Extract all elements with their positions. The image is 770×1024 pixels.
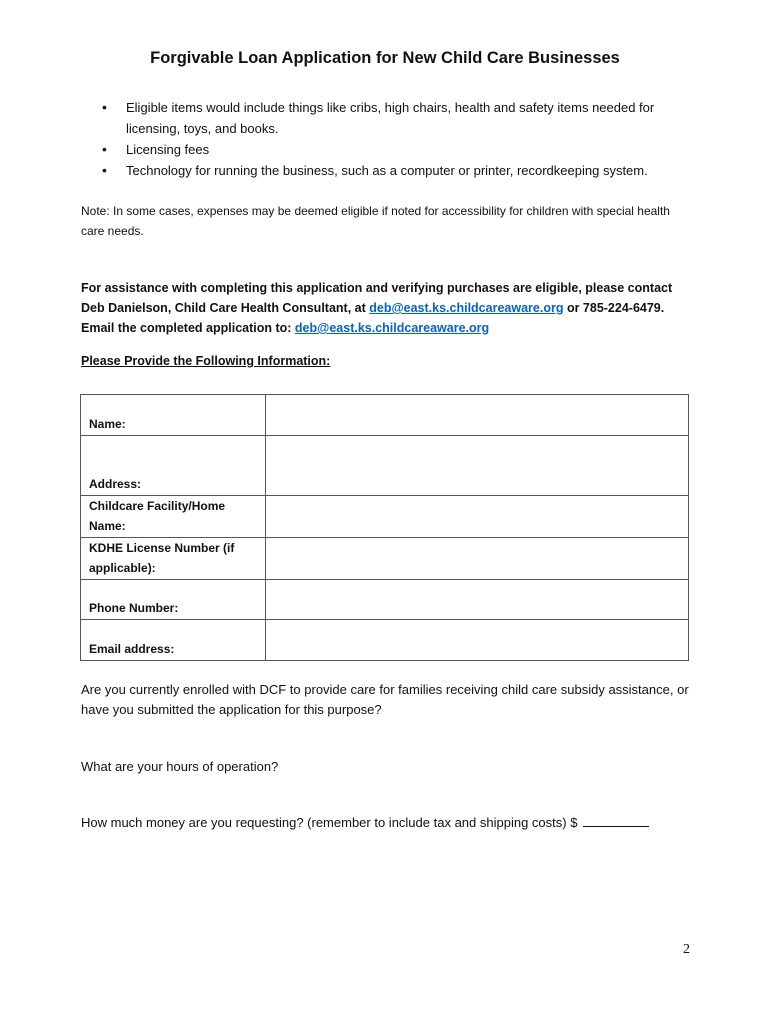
table-row <box>81 580 689 620</box>
email-address-field[interactable] <box>265 620 688 661</box>
accessibility-note: Note: In some cases, expenses may be deemed eligible if noted for accessibility for children with special health care needs. <box>81 204 670 238</box>
list-item: • Licensing fees <box>82 139 692 160</box>
table-row <box>81 436 689 496</box>
table-row <box>81 620 689 661</box>
facility-name-field[interactable] <box>265 496 688 538</box>
information-table <box>80 394 689 661</box>
name-field[interactable] <box>265 395 688 436</box>
facility-name-label: Childcare Facility/Home Name: <box>81 496 266 538</box>
address-label: Address: <box>81 436 266 496</box>
table-row <box>81 395 689 436</box>
assistance-paragraph <box>81 278 696 338</box>
contact-email-link[interactable]: deb@east.ks.childcareaware.org <box>369 301 564 315</box>
assistance-text-middle: or 785-224-6479. Email the completed application to: <box>81 301 665 335</box>
name-label: Name: <box>81 395 266 436</box>
submit-email-link[interactable]: deb@east.ks.childcareaware.org <box>294 321 490 335</box>
amount-input[interactable] <box>583 812 649 827</box>
eligible-items-list <box>82 97 692 181</box>
address-field[interactable] <box>265 436 688 496</box>
list-item: • Technology for running the business, such as a computer or printer, recordkeeping system. <box>82 160 692 181</box>
table-row <box>81 538 689 580</box>
money-question <box>81 812 691 833</box>
section-heading: Please Provide the Following Information: <box>81 354 331 368</box>
assistance-text: For assistance with completing this application and verifying purchases are eligible, please contact Deb Danielson, Child Care Health Consultant, at <box>81 281 673 315</box>
table-row <box>81 496 689 538</box>
email-address-label: Email address: <box>81 620 266 661</box>
phone-number-label: Phone Number: <box>81 580 266 620</box>
license-number-label: KDHE License Number (if applicable): <box>81 538 266 580</box>
hours-question: What are your hours of operation? <box>81 759 279 774</box>
page-number: 2 <box>683 942 690 957</box>
license-number-field[interactable] <box>265 538 688 580</box>
money-question-text: How much money are you requesting? (remember to include tax and shipping costs) $ <box>81 815 578 830</box>
dcf-question: Are you currently enrolled with DCF to provide care for families receiving child care subsidy assistance, or have you submitted the application for this purpose? <box>81 682 689 717</box>
list-item: • Eligible items would include things like cribs, high chairs, health and safety items needed for licensing, toys, and books. <box>82 97 692 139</box>
page-title: Forgivable Loan Application for New Child Care Businesses <box>150 49 620 67</box>
phone-number-field[interactable] <box>265 580 688 620</box>
